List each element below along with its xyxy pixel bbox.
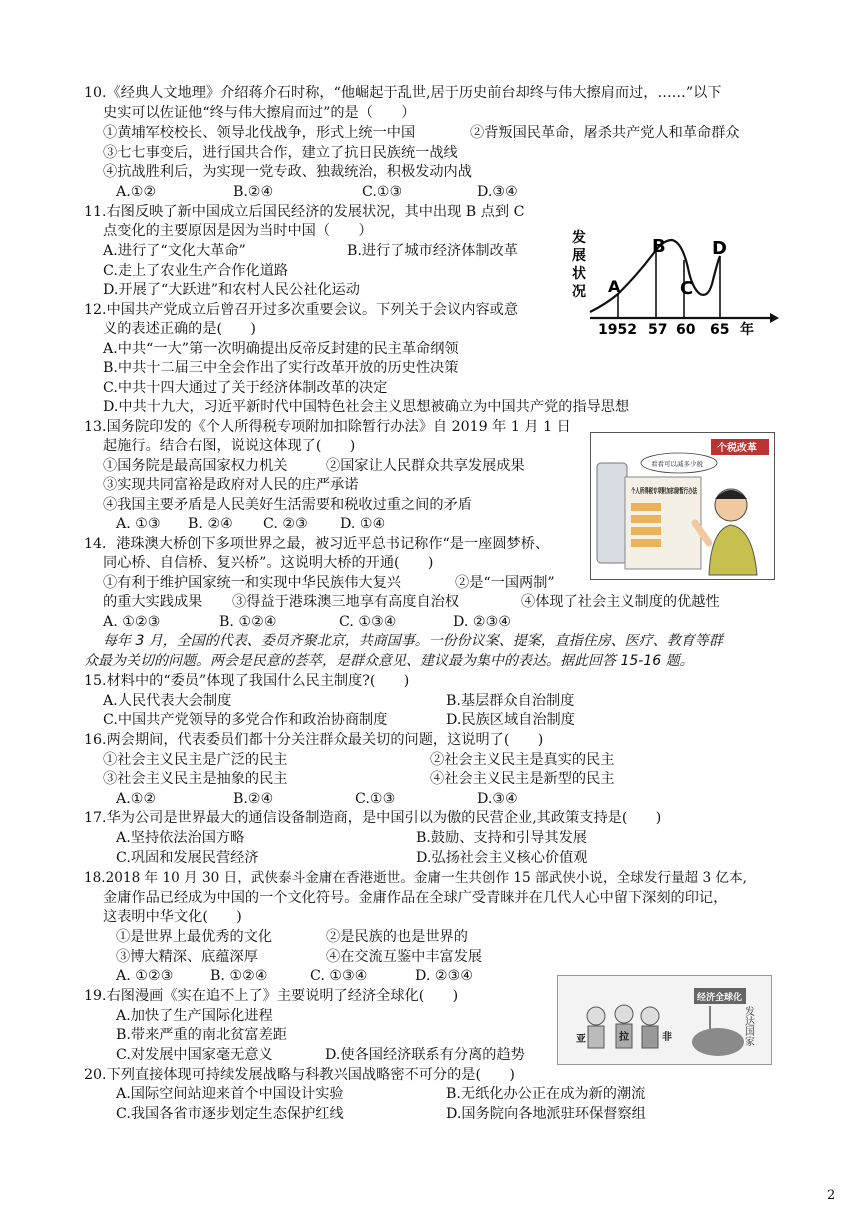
q12-option-d: D.中共十九大，习近平新时代中国特色社会主义思想被确立为中国共产党的指导思想 [103, 399, 630, 415]
q11-option-c: C.走上了农业生产合作化道路 [103, 263, 289, 279]
q20-option-d: D.国务院向各地派驻环保督察组 [446, 1106, 646, 1122]
material-line2: 众最为关切的问题。两会是民意的荟萃，是群众意见、建议最为集中的表达。据此回答 15-16 题。 [84, 653, 694, 669]
q12-stem-line2: 义的表述正确的是( ) [103, 321, 256, 337]
rich-crowd [692, 1028, 744, 1056]
q10-item-3: ③七七事变后，进行国共合作，建立了抗日民族统一战线 [103, 145, 458, 161]
q10-stem-line1: 10.《经典人文地理》介绍蒋介石时称，“他崛起于乱世,居于历史前台却终与伟大擦肩而过，……”以下 [84, 85, 722, 101]
q10-item-2: ②背叛国民革命，屠杀共产党人和革命群众 [470, 125, 740, 141]
q20-option-b: B.无纸化办公正在成为新的潮流 [446, 1086, 646, 1102]
point-b-label: B [652, 236, 666, 257]
q18-option-c: C. ①③④ [310, 968, 368, 984]
q16-option-c: C.①③ [355, 791, 396, 807]
q18-item-2: ②是民族的也是世界的 [326, 929, 468, 945]
q15-option-a: A.人民代表大会制度 [103, 693, 232, 709]
q10-option-b: B.②④ [233, 184, 274, 200]
man-body [709, 525, 757, 575]
q18-item-4: ④在交流互鉴中丰富发展 [326, 949, 483, 965]
label-latin: 拉 [619, 1032, 629, 1043]
q10-item-4: ④抗战胜利后，为实现一党专政、独裁统治，积极发动内战 [103, 164, 472, 180]
q13-stem-line1: 13.国务院印发的《个人所得税专项附加扣除暂行办法》自 2019 年 1 月 1 日 [84, 419, 571, 435]
q13-option-a: A. ①③ [116, 516, 161, 532]
ylabel-char-3: 状 [572, 266, 586, 282]
label-africa: 非 [662, 1032, 672, 1043]
q14-option-c: C. ①③④ [339, 614, 397, 630]
q14-stem-line2: 同心桥、自信桥、复兴桥”。这说明大桥的开通( ) [103, 555, 434, 571]
monitor-frame [597, 463, 627, 563]
q11-stem-line1: 11.右图反映了新中国成立后国民经济的发展状况，其中出现 B 点到 C [84, 204, 525, 220]
q18-option-a: A. ①②③ [116, 968, 174, 984]
q16-item-2: ②社会主义民主是真实的民主 [430, 752, 615, 768]
xtick-57: 57 [648, 322, 668, 338]
board-line-3 [631, 527, 661, 535]
q13-stem-line2: 起施行。结合右图，说说这体现了( ) [103, 438, 356, 454]
q16-stem: 16.两会期间，代表委员们都十分关注群众最关切的问题，这说明了( ) [84, 732, 544, 748]
tax-reform-cartoon [590, 432, 775, 580]
xtick-1952: 1952 [598, 322, 637, 338]
q14-item-3: ③得益于港珠澳三地享有高度自治权 [232, 594, 460, 610]
speech-bubble-text: 看看可以减多少税 [651, 460, 703, 468]
q16-option-b: B.②④ [233, 791, 274, 807]
point-c-label: C [680, 278, 694, 299]
q15-stem: 15.材料中的“委员”体现了我国什么民主制度?( ) [84, 673, 410, 689]
q13-item-1: ①国务院是最高国家权力机关 [103, 458, 288, 474]
q12-option-c: C.中共十四大通过了关于经济体制改革的决定 [103, 380, 388, 396]
x-unit-label: 年 [740, 322, 754, 338]
q15-option-d: D.民族区域自治制度 [446, 712, 575, 728]
q19-stem: 19.右图漫画《实在追不上了》主要说明了经济全球化( ) [84, 988, 459, 1004]
q13-item-4: ④我国主要矛盾是人民美好生活需要和税收过重之间的矛盾 [103, 497, 472, 513]
tax-cartoon-svg [591, 433, 774, 579]
xtick-60: 60 [676, 322, 696, 338]
q13-option-b: B. ②④ [188, 516, 233, 532]
economy-development-chart [560, 200, 780, 338]
material-line1: 每年 3 月，全国的代表、委员齐聚北京，共商国事。一份份议案、提案，直指住房、医疗、教育等群 [103, 633, 723, 649]
q13-item-3: ③实现共同富裕是政府对人民的庄严承诺 [103, 477, 359, 493]
q17-option-d: D.弘扬社会主义核心价值观 [416, 850, 588, 866]
board-line-2 [631, 515, 661, 523]
q11-stem-line2: 点变化的主要原因是因为当时中国（ ） [103, 223, 373, 239]
q16-item-1: ①社会主义民主是广泛的民主 [103, 752, 288, 768]
q10-option-a: A.①② [116, 184, 157, 200]
page-number: 2 [827, 1188, 836, 1203]
q19-option-b: B.带来严重的南北贫富差距 [116, 1027, 287, 1043]
q14-option-d: D. ②③④ [453, 614, 512, 630]
economy-chart-svg [560, 200, 780, 338]
q12-stem-line1: 12.中国共产党成立后曾召开过多次重要会议。下列关于会议内容或意 [84, 302, 519, 318]
ylabel-char-2: 展 [572, 248, 586, 264]
q12-option-b: B.中共十二届三中全会作出了实行改革开放的历史性决策 [103, 360, 459, 376]
q18-stem-line3: 这表明中华文化( ) [103, 909, 242, 925]
flag-text: 经济全球化 [697, 993, 743, 1003]
xtick-65: 65 [710, 322, 730, 338]
q19-option-a: A.加快了生产国际化进程 [116, 1008, 273, 1024]
q16-item-4: ④社会主义民主是新型的民主 [430, 771, 615, 787]
man-hair [715, 490, 747, 499]
figure-africa-head [641, 1007, 659, 1025]
q11-option-d: D.开展了“大跃进”和农村人民公社化运动 [103, 282, 360, 298]
board-line-1 [631, 503, 661, 511]
q11-option-a: A.进行了“文化大革命” [103, 243, 246, 259]
label-asia: 亚 [576, 1034, 586, 1045]
q10-option-d: D.③④ [477, 184, 518, 200]
q18-item-1: ①是世界上最优秀的文化 [116, 929, 273, 945]
rich-label: 发达国家 [742, 1006, 754, 1046]
q18-item-3: ③博大精深、底蕴深厚 [116, 949, 258, 965]
figure-asia-body [588, 1026, 604, 1048]
figure-africa-body [642, 1026, 658, 1048]
q20-option-a: A.国际空间站迎来首个中国设计实验 [116, 1086, 344, 1102]
q13-option-c: C. ②③ [263, 516, 308, 532]
figure-latin-head [615, 1005, 633, 1023]
q15-option-b: B.基层群众自治制度 [446, 693, 575, 709]
q16-option-a: A.①② [116, 791, 157, 807]
q19-option-d: D.使各国经济联系有分离的趋势 [325, 1047, 525, 1063]
point-d-label: D [712, 238, 727, 259]
q10-item-1: ①黄埔军校校长、领导北伐战争，形式上统一中国 [103, 125, 416, 141]
banner-text: 个税改革 [717, 443, 757, 454]
q17-stem: 17.华为公司是世界最大的通信设备制造商，是中国引以为傲的民营企业,其政策支持是( ) [84, 810, 662, 826]
q14-option-b: B. ①②④ [219, 614, 277, 630]
q10-stem-line2: 史实可以佐证他“终与伟大擦肩而过”的是（ ） [103, 105, 416, 121]
q14-item-2: ②是“一国两制” [455, 575, 555, 591]
q18-stem-line2: 金庸作品已经成为中国的一个文化符号。金庸作品在全球广受青睐并在几代人心中留下深刻的印记， [103, 890, 728, 906]
figure-asia-head [587, 1007, 605, 1025]
q13-option-d: D. ①④ [340, 516, 386, 532]
q14-option-a: A. ①②③ [103, 614, 161, 630]
point-a-label: A [608, 277, 621, 296]
q17-option-c: C.巩固和发展民营经济 [116, 850, 259, 866]
q20-stem: 20.下列直接体现可持续发展战略与科教兴国战略密不可分的是( ) [84, 1067, 515, 1083]
q19-option-c: C.对发展中国家毫无意义 [116, 1047, 273, 1063]
q13-item-2: ②国家让人民群众共享发展成果 [326, 458, 525, 474]
q20-option-c: C.我国各省市逐步划定生态保护红线 [116, 1106, 344, 1122]
q18-stem-line1: 18.2018 年 10 月 30 日，武侠泰斗金庸在香港逝世。金庸一生共创作 15 部武侠小说，全球发行量超 3 亿本, [84, 870, 747, 886]
q15-option-c: C.中国共产党领导的多党合作和政治协商制度 [103, 712, 388, 728]
q18-option-d: D. ②③④ [415, 968, 474, 984]
q10-option-c: C.①③ [362, 184, 403, 200]
q17-option-a: A.坚持依法治国方略 [116, 830, 245, 846]
q16-item-3: ③社会主义民主是抽象的民主 [103, 771, 288, 787]
q17-option-b: B.鼓励、支持和引导其发展 [416, 830, 587, 846]
q14-stem-line1: 14．港珠澳大桥创下多项世界之最，被习近平总书记称作“是一座圆梦桥、 [84, 536, 550, 552]
board-title: 个人所得税专项附加扣除暂行办法 [631, 487, 736, 495]
board-line-4 [631, 539, 661, 547]
q18-option-b: B. ①②④ [210, 968, 268, 984]
x-axis-arrow [770, 313, 779, 323]
q11-option-b: B.进行了城市经济体制改革 [347, 243, 518, 259]
globalization-cartoon [557, 975, 772, 1065]
globalization-cartoon-svg [558, 976, 771, 1064]
ylabel-char-1: 发 [572, 230, 586, 246]
ylabel-char-4: 况 [572, 284, 586, 300]
q16-option-d: D.③④ [477, 791, 518, 807]
q12-option-a: A.中共“一大”第一次明确提出反帝反封建的民主革命纲领 [103, 341, 459, 357]
q14-item-1: ①有利于维护国家统一和实现中华民族伟大复兴 [103, 575, 401, 591]
q14-item-2-cont: 的重大实践成果 [103, 594, 203, 610]
q14-item-4: ④体现了社会主义制度的优越性 [521, 594, 720, 610]
